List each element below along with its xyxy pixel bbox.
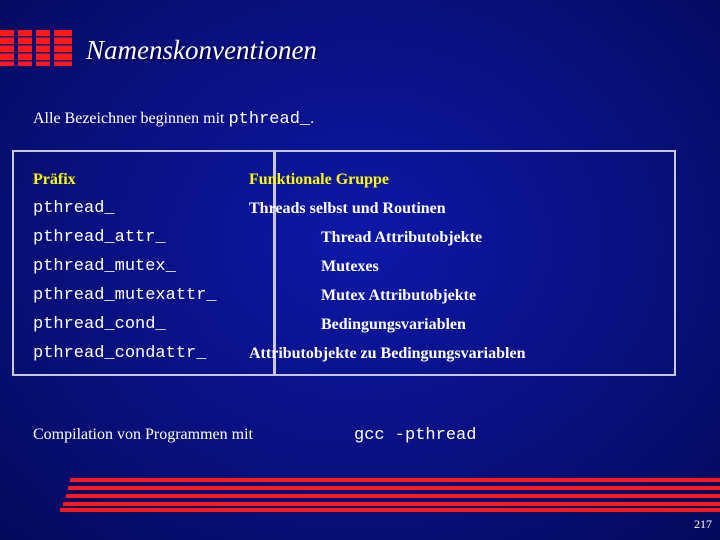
table-cell-prefix: pthread_mutex_: [33, 257, 176, 276]
table-cell-group: Attributobjekte zu Bedingungsvariablen: [249, 345, 526, 362]
table-cell-prefix: pthread_cond_: [33, 315, 166, 334]
table-cell-group: Bedingungsvariablen: [321, 316, 466, 333]
table-header-group: Funktionale Gruppe: [249, 171, 390, 188]
table-cell-group: Threads selbst und Routinen: [249, 200, 446, 217]
page-number: 217: [694, 517, 712, 531]
logo-bars-graphic: [0, 30, 80, 66]
table-cell-prefix: pthread_mutexattr_: [33, 286, 217, 305]
table-cell-prefix: pthread_condattr_: [33, 344, 207, 363]
table-cell-prefix: pthread_: [33, 199, 115, 218]
table-cell-group: Thread Attributobjekte: [321, 229, 483, 246]
table-cell-prefix: pthread_attr_: [33, 228, 166, 247]
intro-text: Alle Bezeichner beginnen mit: [33, 110, 225, 127]
intro-code: pthread_: [228, 110, 311, 129]
slide-title: Namenskonventionen: [86, 35, 317, 65]
table-cell-group: Mutexes: [321, 258, 379, 275]
footer-bars-graphic: [60, 478, 720, 512]
intro-line: [33, 110, 314, 129]
intro-suffix: .: [310, 110, 315, 127]
compile-text: Compilation von Programmen mit: [33, 426, 253, 443]
table-cell-group: Mutex Attributobjekte: [321, 287, 477, 304]
table-header-prefix: Präfix: [33, 171, 76, 188]
compile-command: gcc -pthread: [354, 426, 477, 445]
